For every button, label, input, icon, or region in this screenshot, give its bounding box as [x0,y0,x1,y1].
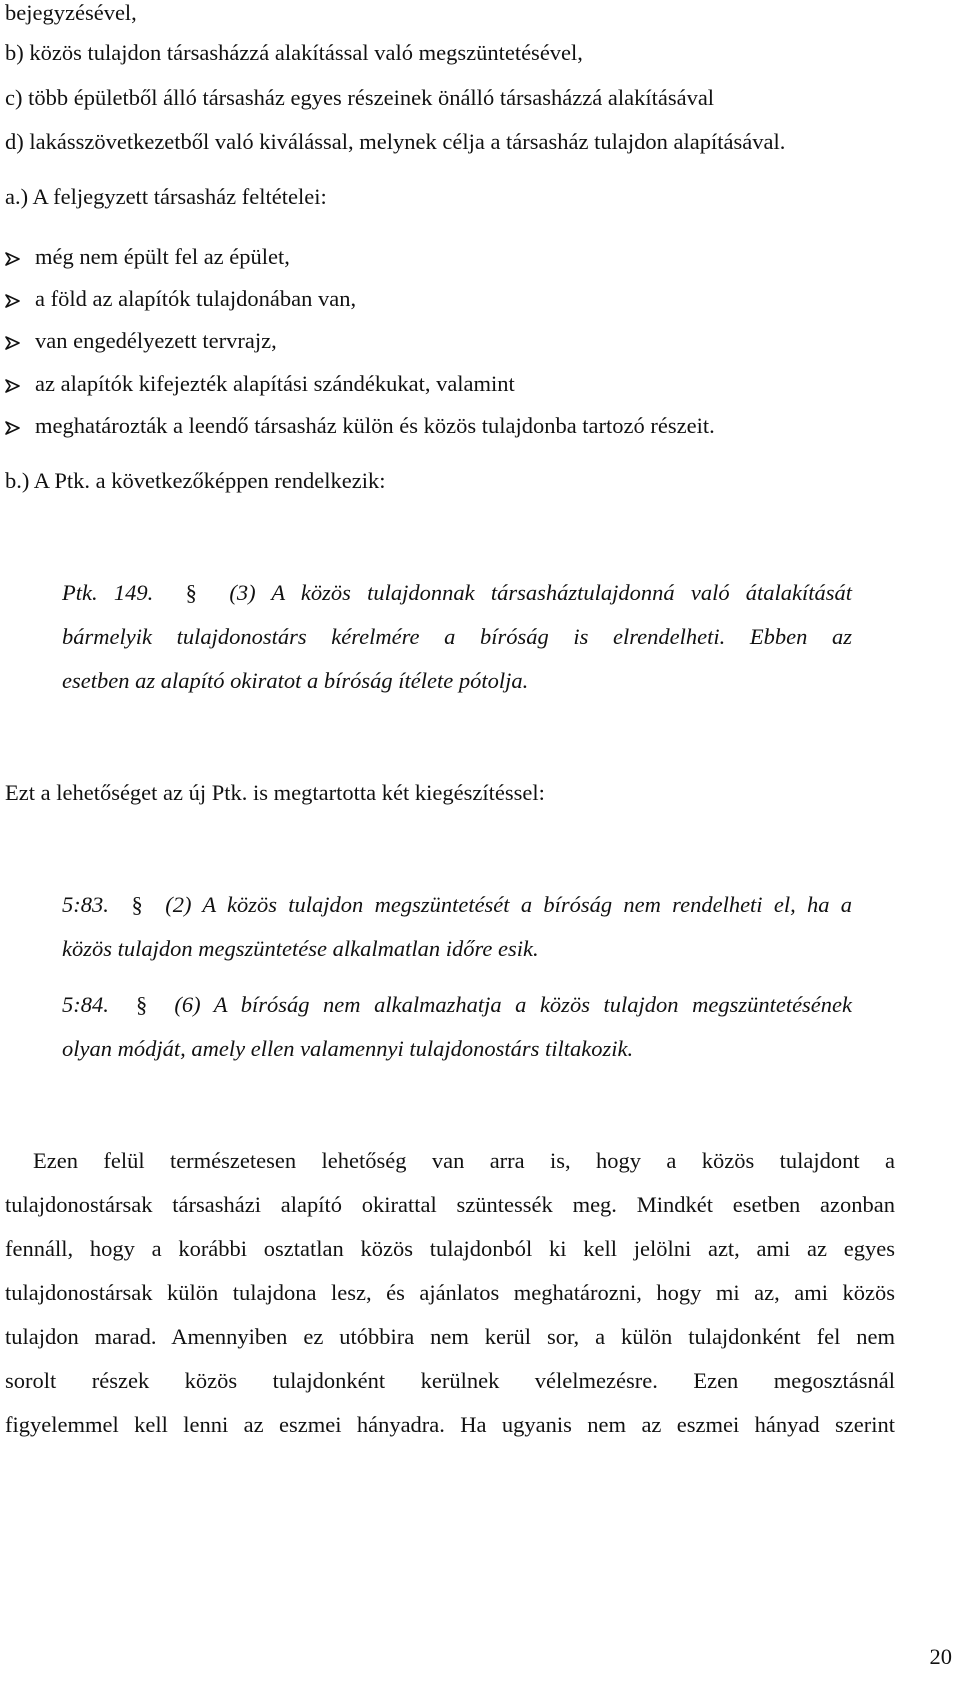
quote-line: esetben az alapító okiratot a bíróság ítélete pótolja. [62,668,529,693]
condition-text: még nem épült fel az épület, [35,244,290,269]
paragraph-line: figyelemmel kell lenni az eszmei hányadra. Ha ugyanis nem az eszmei hányad szerint [5,1412,895,1437]
ptk-5-83-quote [62,890,852,964]
intro-line-1: bejegyzésével, [5,0,137,25]
page-number: 20 [929,1644,952,1669]
arrow-bullet-icon [5,326,35,356]
quote-line [62,890,852,920]
ptk-5-84-quote [62,990,852,1064]
intro-line-d: d) lakásszövetkezetből való kiválással, melynek célja a társasház tulajdon alapításával. [5,129,786,154]
section-sign: § [136,992,148,1017]
quote-line [62,578,852,608]
paragraph-line: sorolt részek közös tulajdonként kerülnek vélelmezésre. Ezen megosztásnál [5,1368,895,1393]
quote-text: (3) A közös tulajdonnak társasháztulajdonná való átalakítását [229,580,853,605]
ptk-149-quote [62,578,852,696]
quote-line: bármelyik tulajdonostárs kérelmére a bíróság is elrendelheti. Ebben az [62,624,852,649]
paragraph-line: Ezen felül természetesen lehetőség van arra is, hogy a közös tulajdont a [33,1148,895,1173]
condition-item [5,411,715,441]
intro-line-b: b) közös tulajdon társasházzá alakítással való megszüntetésével, [5,40,583,65]
quote-line: olyan módját, amely ellen valamennyi tulajdonostárs tiltakozik. [62,1036,634,1061]
closing-paragraph [5,1146,895,1440]
condition-item [5,242,290,272]
quote-reference: 5:84. [62,992,109,1017]
condition-text: a föld az alapítók tulajdonában van, [35,286,357,311]
condition-text: az alapítók kifejezték alapítási szándékukat, valamint [35,371,515,396]
arrow-bullet-icon [5,369,35,399]
arrow-bullet-icon [5,411,35,441]
section-sign: § [131,892,143,917]
condition-text: meghatározták a leendő társasház külön és közös tulajdonba tartozó részeit. [35,413,715,438]
paragraph-line: fennáll, hogy a korábbi osztatlan közös tulajdonból ki kell jelölni azt, ami az egyes [5,1236,895,1261]
arrow-bullet-icon [5,284,35,314]
arrow-bullet-icon [5,242,35,272]
section-a-heading: a.) A feljegyzett társasház feltételei: [5,184,327,209]
condition-item [5,284,356,314]
quote-line [62,990,852,1020]
paragraph-line: tulajdonostársak társasházi alapító okirattal szüntessék meg. Mindkét esetben azonban [5,1192,895,1217]
condition-item [5,369,515,399]
paragraph-line: tulajdonostársak külön tulajdona lesz, és ajánlatos meghatározni, hogy mi az, ami közös [5,1280,895,1305]
quote-reference: 5:83. [62,892,109,917]
paragraph-line: tulajdon marad. Amennyiben ez utóbbira nem kerül sor, a külön tulajdonként fel nem [5,1324,895,1349]
new-ptk-line: Ezt a lehetőséget az új Ptk. is megtartotta két kiegészítéssel: [5,780,545,805]
section-b-heading: b.) A Ptk. a következőképpen rendelkezik: [5,468,386,493]
quote-reference: Ptk. 149. [62,580,154,605]
intro-line-c: c) több épületből álló társasház egyes részeinek önálló társasházzá alakításával [5,85,715,110]
quote-line: közös tulajdon megszüntetése alkalmatlan időre esik. [62,936,539,961]
condition-text: van engedélyezett tervrajz, [35,328,277,353]
condition-item [5,326,277,356]
quote-text: (6) A bíróság nem alkalmazhatja a közös tulajdon megszüntetésének [174,992,853,1017]
quote-text: (2) A közös tulajdon megszüntetését a bíróság nem rendelheti el, ha a [165,892,853,917]
section-sign: § [185,580,197,605]
